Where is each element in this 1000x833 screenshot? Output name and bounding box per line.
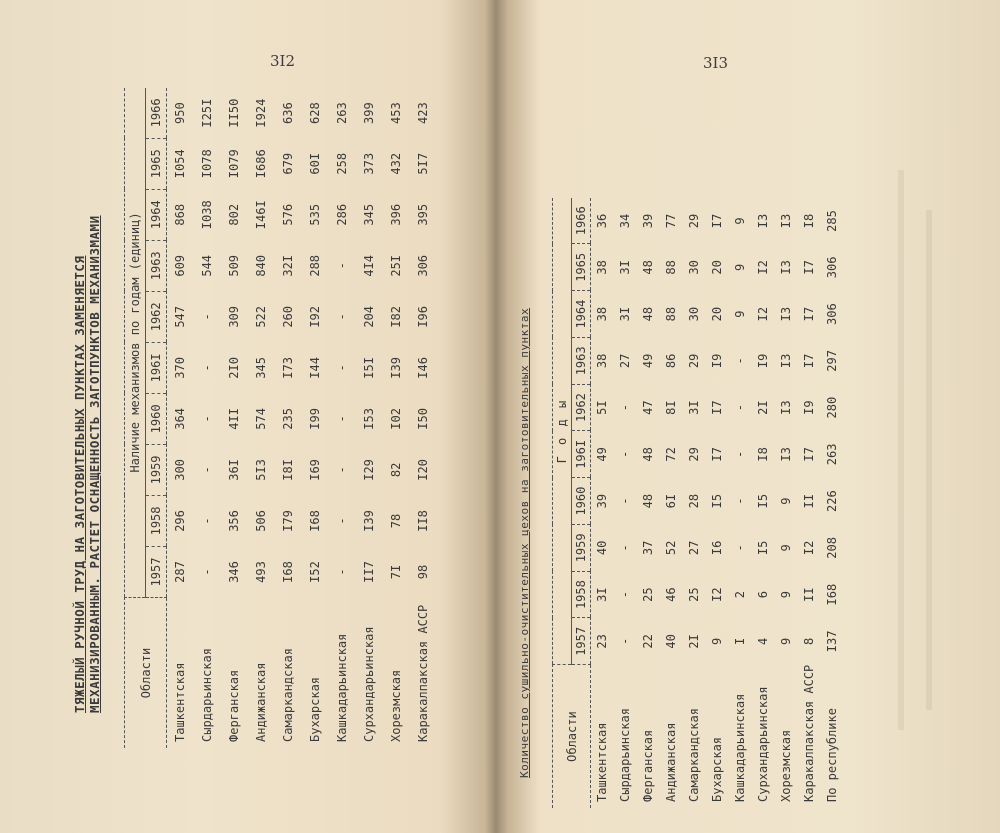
table-cell: 25	[641, 587, 655, 602]
table-cell: 263	[825, 443, 839, 466]
table-cell: 6	[756, 590, 770, 599]
year-header-0: 1957	[572, 618, 591, 665]
table-row	[775, 198, 798, 808]
table-cell: 208	[825, 537, 839, 559]
table-cell: 34	[618, 213, 632, 229]
table-cell: 27	[618, 353, 632, 369]
table-cell: I038	[200, 200, 214, 230]
table-cell: 38	[595, 353, 610, 369]
table-cell: I686	[254, 149, 268, 179]
region-name: Сырдарьинская	[200, 648, 214, 742]
table-cell: 9	[779, 497, 793, 505]
table-cell: 9	[779, 637, 793, 645]
table-row	[683, 198, 706, 808]
table-cell: I2	[802, 540, 816, 556]
table-cell: 636	[281, 102, 295, 124]
table-row	[410, 88, 437, 748]
region-name: Кашкадарьинская	[733, 693, 747, 802]
table-cell: I50	[416, 408, 430, 430]
table-cell: 29	[687, 213, 701, 229]
region-name: Каракалпакская АССР	[802, 664, 816, 802]
year-header-7: 1964	[572, 291, 591, 338]
table-cell: 5I3	[254, 459, 268, 481]
left-rotated-content	[64, 68, 464, 748]
table-cell: 9	[779, 590, 793, 599]
table-cell: I3	[779, 353, 793, 369]
table-cell: 8I	[664, 400, 678, 415]
table-cell: 9	[710, 637, 724, 645]
table-cell: 2I0	[227, 357, 241, 379]
table-cell: 235	[281, 408, 295, 430]
table-cell: 300	[173, 459, 188, 481]
table-cell: 49	[641, 353, 655, 369]
table-cell: 287	[173, 561, 188, 583]
table-cell: I7	[710, 213, 724, 229]
table-cell: I29	[362, 459, 376, 481]
region-name: Ташкентская	[595, 722, 610, 802]
table-cell: -	[200, 313, 214, 321]
table-cell: I2	[756, 306, 770, 322]
table-cell: 3I	[595, 587, 610, 602]
drying-shops-table	[552, 198, 844, 808]
table-cell: I2	[756, 260, 770, 275]
table-cell: 286	[335, 203, 349, 226]
table-cell: 373	[362, 152, 376, 175]
table-cell: I3	[779, 213, 793, 229]
table-cell: 25	[687, 587, 701, 602]
region-name: Сурхандарьинская	[362, 626, 376, 742]
region-name: Андижанская	[664, 722, 678, 802]
table-cell: 22	[641, 634, 655, 649]
table-cell: 25I	[389, 254, 403, 277]
table-cell: 3I	[687, 400, 701, 415]
region-name: Ташкентская	[173, 662, 188, 742]
year-header-3: 1960	[146, 393, 167, 444]
table-cell: 423	[416, 102, 430, 124]
right-rotated-content	[516, 188, 846, 808]
table-cell: -	[733, 403, 747, 412]
table-cell: 40	[595, 540, 610, 556]
table-cell: I20	[416, 459, 430, 481]
table-cell: 46	[664, 587, 678, 602]
table-row	[194, 88, 221, 748]
table-cell: 522	[254, 305, 268, 328]
table-cell: -	[335, 313, 349, 321]
table-row	[302, 88, 329, 748]
group-header: Г о д ы	[553, 198, 572, 665]
table-cell: I5I	[362, 357, 376, 379]
table-row	[167, 88, 194, 748]
table-cell: 370	[173, 357, 188, 379]
year-header-6: 1963	[146, 240, 167, 291]
year-header-2: 1959	[572, 524, 591, 571]
table-title-line-2: МЕХАНИЗИРОВАННЫМ. РАСТЕТ ОСНАЩЕННОСТЬ ЗАГОТПУНКТОВ МЕХАНИЗМАМИ	[87, 215, 102, 713]
table-cell: 576	[281, 203, 295, 226]
region-name: Ферганская	[641, 729, 655, 802]
table-cell: 6I	[664, 493, 678, 509]
table-cell: 5I7	[416, 152, 430, 175]
table-cell: 98	[416, 564, 430, 580]
table-row	[798, 198, 821, 808]
table-row	[729, 198, 752, 808]
table-cell: I73	[281, 357, 295, 379]
table-cell: 29	[687, 353, 701, 369]
table-cell: 72	[664, 447, 678, 462]
table-row	[221, 88, 248, 748]
year-header-1: 1958	[572, 571, 591, 618]
table-cell: I37	[825, 630, 839, 653]
table-cell: I99	[308, 408, 322, 430]
table-row	[752, 198, 775, 808]
table-cell: -	[335, 517, 349, 525]
table-cell: I7	[802, 353, 816, 369]
table-cell: 38	[595, 260, 610, 275]
table-cell: I7	[802, 306, 816, 322]
table-cell: -	[618, 637, 632, 645]
table-cell: 544	[200, 254, 214, 277]
region-header: Области	[125, 598, 167, 749]
table-cell: I44	[308, 357, 322, 379]
region-name: Самаркандская	[687, 708, 701, 802]
table-cell: -	[618, 450, 632, 458]
table-cell: 9	[733, 263, 747, 271]
table-cell: I5	[710, 493, 724, 509]
table-cell: I3	[779, 447, 793, 462]
table-cell: 78	[389, 513, 403, 529]
table-cell: 77	[664, 213, 678, 229]
table-cell: 356	[227, 510, 241, 532]
table-cell: 3I	[618, 260, 632, 275]
table-cell: 8	[802, 637, 816, 645]
table-cell: 432	[389, 152, 403, 175]
table-cell: 306	[825, 256, 839, 279]
table-cell: -	[733, 544, 747, 552]
region-name: Бухарская	[308, 676, 322, 742]
table-row	[591, 198, 614, 808]
table-cell: I68	[308, 510, 322, 532]
region-name: Сурхандарьинская	[756, 686, 770, 802]
table-cell: -	[733, 497, 747, 505]
table-cell: I39	[362, 510, 376, 532]
table-cell: 204	[362, 305, 376, 328]
table-cell: 23	[595, 634, 610, 649]
table-cell: 260	[281, 305, 295, 328]
table-cell: I8I	[281, 459, 295, 481]
table-cell: 7I	[389, 564, 403, 580]
year-header-5: 1962	[572, 384, 591, 431]
table-cell: I924	[254, 98, 268, 128]
year-header-8: 1965	[146, 138, 167, 189]
table-cell: 38	[595, 306, 610, 322]
table-cell: 86	[664, 353, 678, 369]
table-cell: I39	[389, 357, 403, 379]
year-header-4: 196I	[572, 431, 591, 478]
table-cell: I054	[173, 149, 188, 179]
year-header-5: 1962	[146, 291, 167, 342]
table-cell: 2	[733, 590, 747, 599]
table-cell: 39	[641, 213, 655, 229]
table-row	[614, 198, 637, 808]
table-cell: 37	[641, 540, 655, 556]
table-cell: 306	[825, 303, 839, 325]
table-cell: I5	[756, 493, 770, 509]
table-cell: 950	[173, 102, 188, 124]
table-cell: I69	[308, 459, 322, 481]
table-cell: II50	[227, 98, 241, 128]
table-cell: 288	[308, 254, 322, 277]
table-cell: I68	[825, 583, 839, 606]
table-cell: 48	[641, 493, 655, 509]
table-cell: 47	[641, 400, 655, 415]
table-cell: 48	[641, 306, 655, 322]
table-cell: 2I	[756, 400, 770, 415]
table-cell: I79	[281, 510, 295, 532]
table-cell: 88	[664, 260, 678, 275]
region-name: Сырдарьинская	[618, 708, 632, 802]
table-cell: -	[733, 357, 747, 365]
table-cell: 4	[756, 637, 770, 645]
table-cell: -	[200, 517, 214, 525]
table-cell: 802	[227, 203, 241, 226]
table-row	[248, 88, 275, 748]
table-cell: 32I	[281, 254, 295, 277]
table-row	[637, 198, 660, 808]
table-cell: I02	[389, 408, 403, 430]
region-name: Кашкадарьинская	[335, 633, 349, 742]
region-name: По республике	[825, 708, 839, 802]
table-cell: 2I	[687, 634, 701, 649]
table-cell: I078	[200, 149, 214, 179]
table-cell: 395	[416, 203, 430, 226]
table-cell: 30	[687, 260, 701, 275]
table-cell: 52	[664, 540, 678, 556]
table-cell: -	[200, 568, 214, 576]
mechanisms-table	[124, 88, 437, 748]
year-header-1: 1958	[146, 495, 167, 546]
table-cell: 4I4	[362, 254, 376, 277]
table-cell: II7	[362, 561, 376, 583]
table-cell: 60I	[308, 152, 322, 175]
table-cell: -	[618, 544, 632, 552]
table-cell: 29	[687, 447, 701, 462]
table-cell: 20	[710, 260, 724, 275]
table-cell: 547	[173, 305, 188, 328]
table-cell: 396	[389, 203, 403, 226]
year-header-9: 1966	[146, 88, 167, 138]
table-cell: I8	[802, 213, 816, 229]
bleed-through	[926, 210, 932, 710]
table-cell: I46I	[254, 200, 268, 230]
table-cell: 82	[389, 462, 403, 478]
table-cell: I68	[281, 561, 295, 583]
table-cell: I46	[416, 357, 430, 379]
table-cell: I82	[389, 305, 403, 328]
region-name: Каракалпакская АССР	[416, 604, 430, 742]
table-cell: I92	[308, 305, 322, 328]
table-cell: 345	[362, 203, 376, 226]
table-cell: 263	[335, 102, 349, 124]
table-cell: -	[618, 497, 632, 505]
year-header-4: 196I	[146, 342, 167, 393]
table-cell: 49	[595, 447, 610, 462]
group-header: Наличие механизмов по годам (единиц)	[125, 88, 146, 598]
table-cell: 9	[779, 544, 793, 552]
table-cell: 506	[254, 510, 268, 532]
table-cell: -	[335, 364, 349, 372]
table-cell: 493	[254, 561, 268, 583]
table-cell: -	[335, 466, 349, 474]
table-cell: 9	[733, 310, 747, 318]
table-cell: 3I	[618, 306, 632, 322]
table-cell: 628	[308, 102, 322, 124]
region-name: Самаркандская	[281, 648, 295, 742]
table-row	[356, 88, 383, 748]
table-cell: II	[802, 587, 816, 602]
table-cell: I3	[779, 260, 793, 275]
table-cell: 609	[173, 254, 188, 277]
table-cell: 9	[733, 217, 747, 225]
table-cell: 5I	[595, 400, 610, 415]
year-header-0: 1957	[146, 546, 167, 597]
table-cell: 679	[281, 152, 295, 175]
table-cell: II8	[416, 510, 430, 532]
table-cell: 346	[227, 561, 241, 583]
table-cell: 48	[641, 447, 655, 462]
table-cell: 36I	[227, 459, 241, 481]
table-cell: -	[618, 403, 632, 412]
table-row	[275, 88, 302, 748]
table-cell: I8	[756, 447, 770, 462]
table-cell: 28	[687, 493, 701, 509]
table-row	[660, 198, 683, 808]
table-cell: II	[802, 493, 816, 509]
table-cell: I2	[710, 587, 724, 602]
table-cell: -	[200, 415, 214, 423]
table-row	[821, 198, 844, 808]
table-cell: 345	[254, 357, 268, 379]
table-cell: I9	[756, 353, 770, 369]
table-cell: I3	[756, 213, 770, 229]
table-cell: 297	[825, 350, 839, 372]
table-cell: -	[335, 415, 349, 423]
table-cell: 30	[687, 306, 701, 322]
table-cell: 285	[825, 210, 839, 232]
page-number: 3I2	[270, 52, 296, 70]
region-name: Бухарская	[710, 736, 724, 802]
table-cell: 574	[254, 408, 268, 430]
table-cell: 453	[389, 102, 403, 124]
region-header: Области	[553, 665, 591, 808]
table-cell: 399	[362, 102, 376, 124]
table-cell: I7	[710, 400, 724, 415]
table-cell: 226	[825, 490, 839, 512]
left-page	[0, 0, 492, 833]
table-cell: 48	[641, 260, 655, 275]
year-header-2: 1959	[146, 444, 167, 495]
table-cell: 868	[173, 203, 188, 226]
table-cell: -	[200, 364, 214, 372]
year-header-6: 1963	[572, 337, 591, 384]
page-number: 3I3	[703, 54, 729, 72]
table-cell: I53	[362, 408, 376, 430]
table-cell: -	[618, 590, 632, 599]
table-cell: I7	[802, 260, 816, 275]
table-row	[329, 88, 356, 748]
region-name: Ферганская	[227, 669, 241, 742]
table-cell: 364	[173, 408, 188, 430]
table-cell: 280	[825, 396, 839, 419]
table-cell: 27	[687, 540, 701, 556]
year-header-8: 1965	[572, 244, 591, 291]
table-cell: I9	[802, 400, 816, 415]
table-cell: I3	[779, 306, 793, 322]
table-cell: I3	[779, 400, 793, 415]
table-cell: 36	[595, 213, 610, 229]
table-row	[383, 88, 410, 748]
table-cell: 4II	[227, 408, 241, 430]
table-cell: -	[335, 262, 349, 270]
table-cell: I	[733, 637, 747, 645]
bleed-through	[898, 170, 904, 730]
table-cell: I7	[802, 447, 816, 462]
table-cell: 258	[335, 152, 349, 175]
table-cell: 535	[308, 203, 322, 226]
table-cell: 840	[254, 254, 268, 277]
table-cell: I52	[308, 561, 322, 583]
region-name: Андижанская	[254, 662, 268, 742]
table-row	[706, 198, 729, 808]
table-cell: 20	[710, 306, 724, 322]
table-cell: 309	[227, 305, 241, 328]
table-cell: I7	[710, 447, 724, 462]
year-header-9: 1966	[572, 198, 591, 244]
table-cell: -	[200, 466, 214, 474]
table-title: Количество сушильно-очистительных цехов на заготовительных пунктах	[518, 307, 531, 778]
table-cell: I96	[416, 305, 430, 328]
region-name: Хорезмская	[779, 729, 793, 802]
table-cell: I079	[227, 149, 241, 179]
table-title-line-1: ТЯЖЕЛЫЙ РУЧНОЙ ТРУД НА ЗАГОТОВИТЕЛЬНЫХ ПУНКТАХ ЗАМЕНЯЕТСЯ	[72, 255, 87, 713]
table-cell: 40	[664, 634, 678, 649]
year-header-3: 1960	[572, 478, 591, 525]
table-cell: I6	[710, 540, 724, 556]
table-cell: 509	[227, 254, 241, 277]
right-page	[508, 0, 1000, 833]
table-cell: 88	[664, 306, 678, 322]
table-cell: 296	[173, 510, 188, 532]
table-cell: -	[733, 450, 747, 458]
year-header-7: 1964	[146, 189, 167, 240]
region-name: Хорезмская	[389, 669, 403, 742]
table-cell: 39	[595, 493, 610, 509]
table-cell: I9	[710, 353, 724, 369]
table-cell: I25I	[200, 98, 214, 128]
table-cell: I5	[756, 540, 770, 556]
table-cell: -	[335, 568, 349, 576]
table-cell: 306	[416, 254, 430, 277]
